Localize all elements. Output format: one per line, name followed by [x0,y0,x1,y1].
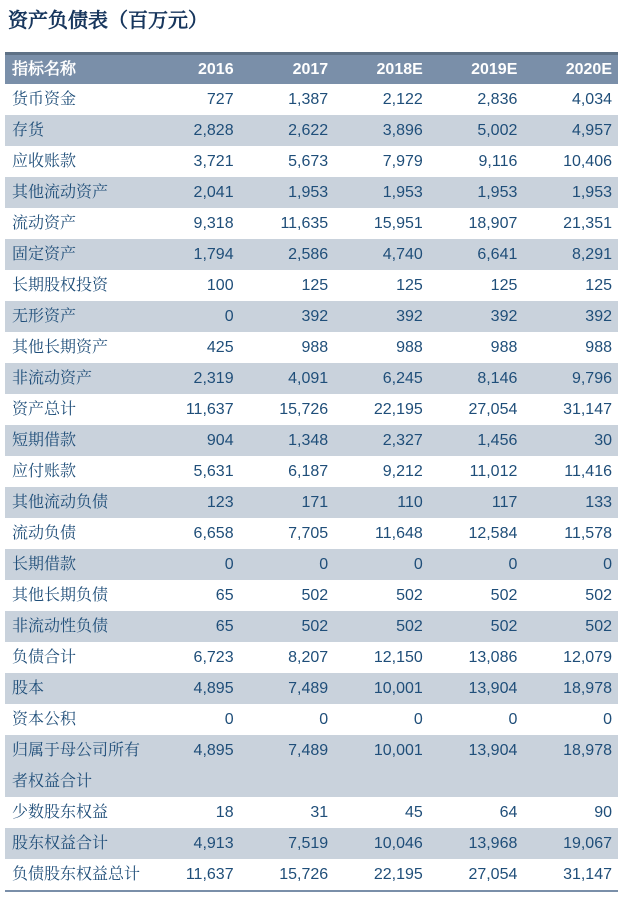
cell-value: 6,187 [288,463,329,480]
cell-value: 988 [396,339,423,356]
cell-value: 19,067 [563,835,612,852]
cell-value: 392 [301,308,329,325]
cell-value: 18 [215,804,234,821]
cell-value: 988 [301,339,329,356]
cell-value: 4,034 [571,91,612,108]
cell-value: 13,968 [468,835,518,852]
cell-value: 4,913 [193,835,234,852]
table-row [5,673,618,704]
table-row [5,735,618,797]
cell-value: 3,721 [193,153,234,170]
cell-value: 31 [310,804,329,821]
cell-value: 27,054 [468,866,518,883]
cell-value: 4,740 [382,246,423,263]
cell-value: 125 [585,277,612,294]
cell-value: 502 [301,587,329,604]
table-row [5,456,618,487]
cell-value: 100 [206,277,234,294]
row-label: 长期借款 [12,556,77,573]
cell-value: 2,319 [193,370,234,387]
row-label: 其他长期负债 [12,587,109,604]
cell-value: 10,046 [373,835,423,852]
cell-value: 7,519 [288,835,329,852]
cell-value: 171 [301,494,329,511]
cell-value: 64 [499,804,518,821]
cell-value: 8,146 [477,370,518,387]
cell-value: 15,726 [279,866,329,883]
cell-value: 125 [490,277,518,294]
cell-value: 18,978 [563,742,612,759]
column-header-year: 2016 [145,54,240,85]
cell-value: 10,001 [373,742,423,759]
cell-value: 0 [508,556,518,573]
cell-value: 45 [404,804,423,821]
table-row [5,859,618,891]
cell-value: 4,895 [193,742,234,759]
row-label: 其他流动资产 [12,184,109,201]
cell-value: 110 [397,494,423,511]
cell-value: 2,836 [477,91,518,108]
table-header-row [5,54,618,85]
cell-value: 10,406 [563,153,612,170]
cell-value: 0 [413,556,423,573]
cell-value: 425 [206,339,234,356]
cell-value: 30 [594,432,612,449]
cell-value: 727 [206,91,234,108]
cell-value: 11,637 [185,866,234,883]
cell-value: 133 [585,494,612,511]
report-page [0,9,640,899]
cell-value: 8,291 [571,246,612,263]
table-row [5,425,618,456]
cell-value: 5,631 [193,463,234,480]
row-label: 存货 [12,122,45,139]
row-label: 非流动资产 [12,370,93,387]
cell-value: 6,723 [193,649,234,666]
cell-value: 11,416 [564,463,612,480]
cell-value: 27,054 [468,401,518,418]
cell-value: 13,904 [468,680,518,697]
cell-value: 11,637 [185,401,234,418]
row-label: 长期股权投资 [12,277,109,294]
cell-value: 988 [490,339,518,356]
cell-value: 6,658 [193,525,234,542]
column-header-year: 2020E [523,54,618,85]
cell-value: 988 [585,339,612,356]
row-label: 负债股东权益总计 [12,866,141,883]
cell-value: 1,953 [382,184,423,201]
table-row [5,208,618,239]
table-row [5,239,618,270]
cell-value: 1,953 [288,184,329,201]
cell-value: 4,957 [571,122,612,139]
row-label: 资本公积 [12,711,77,728]
cell-value: 4,895 [193,680,234,697]
table-row [5,363,618,394]
cell-value: 7,489 [288,680,329,697]
cell-value: 6,245 [382,370,423,387]
cell-value: 123 [206,494,234,511]
cell-value: 0 [224,711,234,728]
row-label: 股本 [12,680,45,697]
cell-value: 31,147 [563,866,612,883]
cell-value: 0 [603,556,612,573]
cell-value: 1,953 [571,184,612,201]
cell-value: 3,896 [382,122,423,139]
cell-value: 1,953 [477,184,518,201]
cell-value: 2,327 [382,432,423,449]
cell-value: 0 [224,556,234,573]
cell-value: 8,207 [288,649,329,666]
cell-value: 1,348 [288,432,329,449]
table-row [5,177,618,208]
table-row [5,797,618,828]
table-row [5,704,618,735]
cell-value: 125 [301,277,329,294]
table-row [5,580,618,611]
cell-value: 13,086 [468,649,518,666]
cell-value: 12,584 [468,525,518,542]
row-label: 应收账款 [12,153,77,170]
table-row [5,115,618,146]
cell-value: 15,951 [373,215,423,232]
table-row [5,611,618,642]
table-row [5,487,618,518]
cell-value: 502 [585,618,612,635]
table-row [5,828,618,859]
row-label: 资产总计 [12,401,77,418]
cell-value: 5,002 [477,122,518,139]
cell-value: 21,351 [563,215,612,232]
cell-value: 392 [585,308,612,325]
cell-value: 2,622 [288,122,329,139]
cell-value: 0 [224,308,234,325]
table-row [5,518,618,549]
cell-value: 15,726 [279,401,329,418]
cell-value: 1,456 [477,432,518,449]
cell-value: 9,796 [571,370,612,387]
cell-value: 9,116 [478,153,518,170]
cell-value: 31,147 [563,401,612,418]
cell-value: 2,828 [193,122,234,139]
cell-value: 0 [319,556,329,573]
row-label: 流动资产 [12,215,77,232]
cell-value: 11,012 [469,463,518,480]
cell-value: 1,387 [288,91,329,108]
cell-value: 90 [594,804,612,821]
table-row [5,146,618,177]
cell-value: 18,978 [563,680,612,697]
row-label: 货币资金 [12,91,77,108]
cell-value: 18,907 [468,215,518,232]
table-row [5,301,618,332]
cell-value: 502 [490,587,518,604]
cell-value: 2,586 [288,246,329,263]
table-title: 资产负债表（百万元） [8,10,208,32]
cell-value: 0 [413,711,423,728]
cell-value: 904 [206,432,234,449]
row-label: 归属于母公司所有者权益合计 [12,742,141,790]
cell-value: 392 [490,308,518,325]
row-label: 非流动性负债 [12,618,109,635]
cell-value: 13,904 [468,742,518,759]
cell-value: 65 [215,618,234,635]
cell-value: 2,041 [193,184,234,201]
cell-value: 5,673 [288,153,329,170]
cell-value: 7,979 [382,153,423,170]
cell-value: 0 [603,711,612,728]
row-label: 其他流动负债 [12,494,109,511]
cell-value: 2,122 [382,91,423,108]
cell-value: 65 [215,587,234,604]
column-header-year: 2017 [240,54,335,85]
cell-value: 6,641 [477,246,518,263]
cell-value: 0 [508,711,518,728]
cell-value: 11,648 [375,525,423,542]
cell-value: 22,195 [373,401,423,418]
cell-value: 125 [396,277,423,294]
column-header-indicator-name: 指标名称 [5,54,145,85]
row-label: 负债合计 [12,649,77,666]
cell-value: 1,794 [193,246,234,263]
cell-value: 7,489 [288,742,329,759]
table-row [5,270,618,301]
cell-value: 11,635 [280,215,329,232]
column-header-year: 2019E [429,54,524,85]
cell-value: 4,091 [288,370,329,387]
table-row [5,394,618,425]
cell-value: 0 [319,711,329,728]
cell-value: 502 [301,618,329,635]
cell-value: 502 [585,587,612,604]
row-label: 股东权益合计 [12,835,109,852]
cell-value: 11,578 [564,525,612,542]
balance-sheet-table [5,52,618,892]
row-label: 少数股东权益 [12,804,109,821]
row-label: 短期借款 [12,432,77,449]
cell-value: 9,212 [382,463,423,480]
cell-value: 502 [396,618,423,635]
cell-value: 392 [396,308,423,325]
table-row [5,84,618,115]
table-row [5,549,618,580]
cell-value: 12,150 [373,649,423,666]
row-label: 流动负债 [12,525,77,542]
cell-value: 9,318 [193,215,234,232]
row-label: 无形资产 [12,308,77,325]
row-label: 其他长期资产 [12,339,109,356]
row-label: 固定资产 [12,246,77,263]
cell-value: 22,195 [373,866,423,883]
cell-value: 117 [491,494,518,511]
row-label: 应付账款 [12,463,77,480]
table-row [5,332,618,363]
cell-value: 502 [490,618,518,635]
cell-value: 12,079 [563,649,612,666]
column-header-year: 2018E [334,54,429,85]
cell-value: 502 [396,587,423,604]
cell-value: 7,705 [288,525,329,542]
cell-value: 10,001 [373,680,423,697]
table-row [5,642,618,673]
